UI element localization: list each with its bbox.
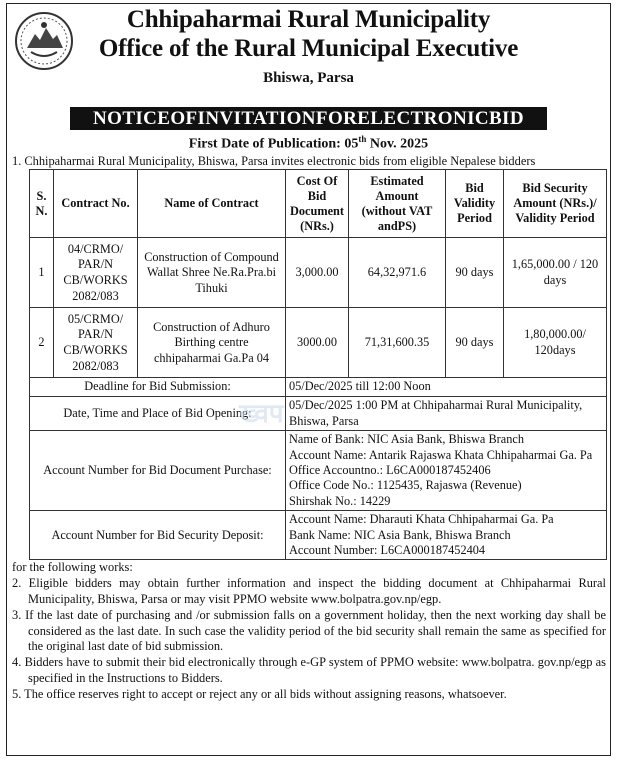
purchase-account-row bbox=[30, 431, 607, 511]
notice-banner: NOTICEOFINVITATIONFORELECTRONICBID bbox=[70, 107, 547, 130]
header-validity: Bid Validity Period bbox=[446, 170, 504, 238]
office-title: Office of the Rural Municipal Executive bbox=[98, 35, 519, 62]
deadline-value: 05/Dec/2025 till 12:00 Noon bbox=[286, 378, 607, 397]
table-row bbox=[30, 238, 607, 308]
row-validity: 90 days bbox=[446, 238, 504, 308]
purchase-line: Name of Bank: NIC Asia Bank, Bhiswa Branch bbox=[289, 432, 524, 447]
table-header-row bbox=[30, 170, 607, 238]
row-name: Construction of Compound Wallat Shree Ne.Ra.Pra.bi Tihuki bbox=[138, 238, 286, 308]
location: Bhiswa, Parsa bbox=[263, 70, 354, 86]
deposit-line: Bank Name: NIC Asia Bank, Bhiswa Branch bbox=[289, 527, 511, 542]
row-sn: 2 bbox=[30, 308, 54, 378]
deposit-line: Account Number: L6CA000187452404 bbox=[289, 543, 486, 558]
purchase-details bbox=[286, 431, 607, 511]
deposit-line: Account Name: Dharauti Khata Chhipaharmai Ga. Pa bbox=[289, 512, 554, 527]
deposit-details bbox=[286, 511, 607, 560]
purchase-line: Office Code No.: 1125435, Rajaswa (Revenue) bbox=[289, 478, 522, 493]
table-row bbox=[30, 308, 607, 378]
purchase-line: Account Name: Antarik Rajaswa Khata Chhipaharmai Ga. Pa bbox=[289, 447, 593, 462]
deadline-row bbox=[30, 378, 607, 397]
header-name: Name of Contract bbox=[138, 170, 286, 238]
watermark: ख्वप bbox=[239, 399, 284, 429]
bid-table bbox=[29, 169, 607, 560]
header-estimated: Estimated Amount (without VAT andPS) bbox=[349, 170, 446, 238]
row-cost: 3,000.00 bbox=[286, 238, 349, 308]
row-estimated: 71,31,600.35 bbox=[349, 308, 446, 378]
header-cost: Cost Of Bid Document (NRs.) bbox=[286, 170, 349, 238]
publication-date-year: Nov. 2025 bbox=[366, 136, 429, 152]
notice-page bbox=[6, 3, 611, 756]
publication-date bbox=[7, 130, 610, 154]
following-text: for the following works: bbox=[12, 560, 133, 575]
opening-value: 05/Dec/2025 1:00 PM at Chhipaharmai Rural Municipality, Bhiswa, Parsa bbox=[286, 397, 607, 431]
deposit-account-row bbox=[30, 511, 607, 560]
opening-row bbox=[30, 397, 607, 431]
intro-point: 1. Chhipaharmai Rural Municipality, Bhiswa, Parsa invites electronic bids from eligible Nepalese bidders bbox=[12, 153, 536, 168]
purchase-label: Account Number for Bid Document Purchase: bbox=[30, 431, 286, 511]
publication-date-sup: th bbox=[358, 134, 367, 144]
row-security: 1,65,000.00 / 120 days bbox=[504, 238, 607, 308]
point-3: 3. If the last date of purchasing and /or submission falls on a government holiday, then the next working day shall be considered as the last date. In such case the validity period of the bid security shall remain the same as specified for the original last date of bid submission. bbox=[12, 607, 606, 654]
row-name: Construction of Adhuro Birthing centre chhipaharmai Ga.Pa 04 bbox=[138, 308, 286, 378]
row-security: 1,80,000.00/ 120days bbox=[504, 308, 607, 378]
purchase-line: Shirshak No.: 14229 bbox=[289, 493, 391, 508]
header bbox=[7, 4, 610, 107]
point-4: 4. Bidders have to submit their bid electronically through e-GP system of PPMO website: www.bolpatra. gov.np/egp as specified in the Instructions to Bidders. bbox=[12, 655, 606, 686]
deadline-label: Deadline for Bid Submission: bbox=[30, 378, 286, 397]
point-2: 2. Eligible bidders may obtain further information and inspect the bidding document at Chhipaharmai Rural Municipality, Bhiswa, Parsa or may visit PPMO website www.bolpatra.gov.np/egp. bbox=[12, 576, 606, 607]
row-sn: 1 bbox=[30, 238, 54, 308]
point-5: 5. The office reserves right to accept or reject any or all bids without assigning reasons, whatsoever. bbox=[12, 686, 507, 701]
opening-label: Date, Time and Place of Bid Opening: bbox=[30, 397, 286, 431]
row-contract-no: 04/CRMO/ PAR/N CB/WORKS 2082/083 bbox=[54, 238, 138, 308]
header-sn: S. N. bbox=[30, 170, 54, 238]
row-estimated: 64,32,971.6 bbox=[349, 238, 446, 308]
deposit-label: Account Number for Bid Security Deposit: bbox=[30, 511, 286, 560]
publication-date-text: First Date of Publication: 05 bbox=[188, 136, 359, 152]
row-contract-no: 05/CRMO/ PAR/N CB/WORKS 2082/083 bbox=[54, 308, 138, 378]
header-contract-no: Contract No. bbox=[54, 170, 138, 238]
row-cost: 3000.00 bbox=[286, 308, 349, 378]
row-validity: 90 days bbox=[446, 308, 504, 378]
nepal-emblem-icon bbox=[13, 10, 75, 72]
municipality-title: Chhipaharmai Rural Municipality bbox=[126, 6, 491, 33]
header-security: Bid Security Amount (NRs.)/ Validity Period bbox=[504, 170, 607, 238]
purchase-line: Office Accountno.: L6CA000187452406 bbox=[289, 463, 491, 478]
